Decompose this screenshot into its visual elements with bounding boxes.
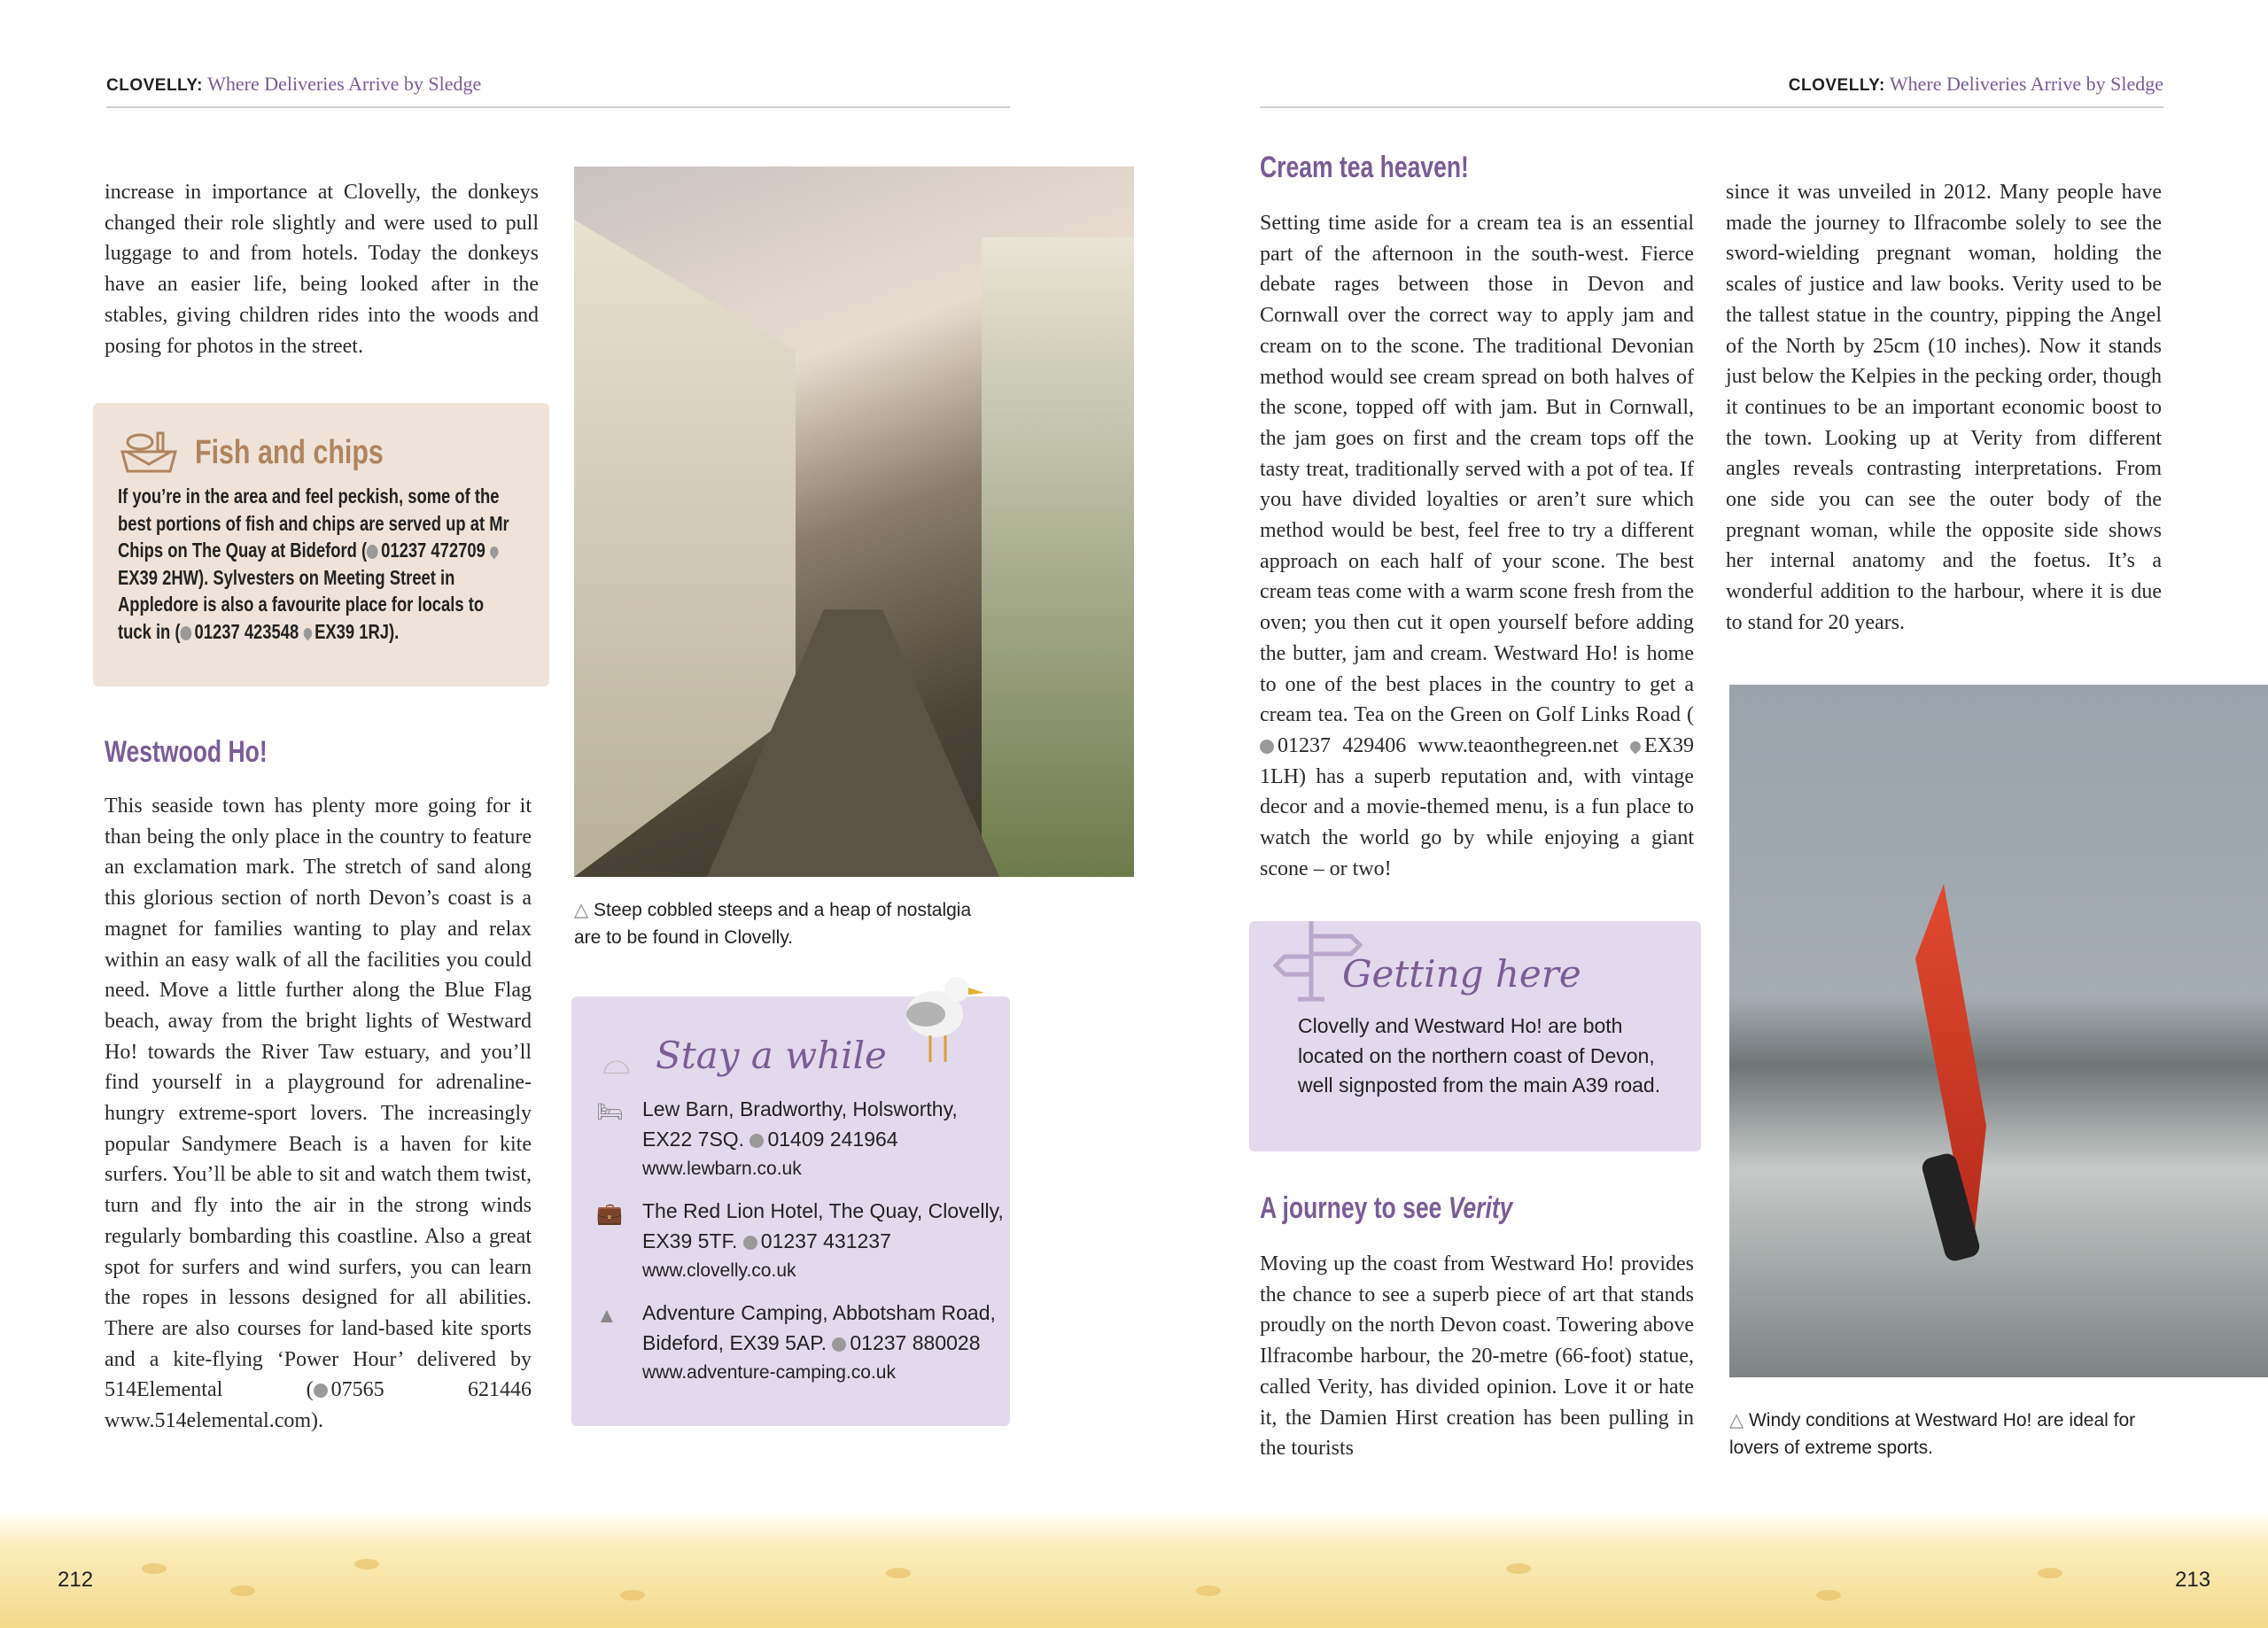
clovelly-photo-caption: △ Steep cobbled steeps and a heap of nostalgia are to be found in Clovelly. bbox=[574, 900, 972, 948]
verity-paragraph: since it was unveiled in 2012. Many people have made the journey to Ilfracombe solely to see the sword-wielding pregnant woman, holding the scales of justice and law books. Verity used to be the tallest statue in the country, pipping the Angel of the North by 25cm (10 inches). Now it stands just below the Kelpies in the pecking order, though it continues to be an important economic boost to the town. Looking up at Verity from different angles reveals contrasting interpretations. From one side you can see the outer body of the pregnant woman, while the opposite side shows her internal anatomy and the foetus. It’s a wonderful addition to the harbour, where it is due to stand for 20 years. bbox=[1726, 181, 2162, 634]
page-number-right: 213 bbox=[2175, 1568, 2211, 1592]
getting-here-title: Getting here bbox=[1342, 952, 1581, 996]
stay-entry: ▲ Adventure Camping, Abbotsham Road, Bideford, EX39 5AP. 01237 880028 www.adventure-camping.co.uk bbox=[642, 1298, 996, 1388]
phone-icon bbox=[743, 1236, 757, 1250]
triangle-icon: △ bbox=[1729, 1410, 1749, 1430]
journey-paragraph: Moving up the coast from Westward Ho! provides the chance to see a superb piece of art that stands proudly on the north Devon coast. Towering above Ilfracombe harbour, the 20-metre (66-foot) statue, called Verity, has divided opinion. Love it or hate it, the Damien Hirst creation has been pulling in the tourists bbox=[1260, 1252, 1694, 1461]
website-link[interactable]: www.adventure-camping.co.uk bbox=[642, 1362, 896, 1383]
fish-box-text: If you’re in the area and feel peckish, some of the best portions of fish and chips are served up at Mr Chips on The Quay at Bideford ( 01237 472709 EX39 2HW). Sylvesters on Meeting Street in Appledore is also a favourite place for locals to tuck in ( 01237 423548 EX39 1RJ). bbox=[118, 485, 509, 643]
phone-icon bbox=[314, 1384, 328, 1398]
bed-icon: 🛏 bbox=[596, 1100, 624, 1124]
journey-heading: A journey to see Verity bbox=[1260, 1191, 1513, 1225]
tent-icon: ▲ bbox=[596, 1304, 617, 1328]
stay-entry: 💼 The Red Lion Hotel, The Quay, Clovelly, EX39 5TF. 01237 431237 www.clovelly.co.uk bbox=[642, 1196, 1004, 1286]
intro-paragraph: increase in importance at Clovelly, the donkeys changed their role slightly and were used to pull luggage to and from hotels. Today the donkeys have an easier life, being looked after in the stables, giving children rides into the woods and posing for photos in the street. bbox=[105, 181, 539, 358]
seagull-illustration bbox=[882, 970, 988, 1067]
phone-icon bbox=[750, 1134, 764, 1148]
windsurfer-photo-caption: △ Windy conditions at Westward Ho! are ideal for lovers of extreme sports. bbox=[1729, 1410, 2136, 1458]
getting-here-box bbox=[1249, 921, 1701, 1151]
website-link[interactable]: www.clovelly.co.uk bbox=[642, 1260, 796, 1281]
windsurfer-photo bbox=[1729, 685, 2268, 1377]
cream-tea-heading: Cream tea heaven! bbox=[1260, 151, 1469, 184]
phone-icon bbox=[832, 1337, 846, 1352]
service-bell-icon: ⌓ bbox=[602, 1042, 631, 1081]
suitcase-icon: 💼 bbox=[596, 1202, 623, 1226]
fish-basket-icon bbox=[118, 430, 180, 478]
getting-here-text: Clovelly and Westward Ho! are both located on the northern coast of Devon, well signposted from the main A39 road. bbox=[1298, 1014, 1661, 1097]
location-pin-icon bbox=[488, 545, 501, 560]
fish-and-chips-box bbox=[93, 403, 549, 686]
running-header-left: CLOVELLY: Where Deliveries Arrive by Sledge bbox=[106, 73, 1010, 108]
westwood-paragraph: This seaside town has plenty more going for it than being the only place in the country to feature an exclamation mark. The stretch of sand along this glorious section of north Devon’s coast is a magnet for families wanting to play and relax within an easy walk of all the facilities you could need. Move a little further along the Blue Flag beach, away from the bright lights of Westward Ho! towards the River Taw estuary, and you’ll find yourself in a playground for adrenaline-hungry extreme-sport lovers. The increasingly popular Sandymere Beach is a haven for kite surfers. You’ll be able to sit and watch them twist, turn and fly into the air in the strong winds regularly bombarding this coastline. Also a great spot for surfers and wind surfers, you can learn the ropes in lessons designed for all abilities. There are also courses for land-based kite sports and a kite-flying ‘Power Hour’ delivered by 514Elemental ( 07565 621446 www.514elemental.com). bbox=[105, 795, 532, 1433]
stay-box-title: Stay a while bbox=[656, 1034, 887, 1077]
triangle-icon: △ bbox=[574, 900, 594, 920]
phone-icon bbox=[181, 626, 192, 640]
clovelly-street-photo bbox=[574, 167, 1134, 877]
website-link[interactable]: www.lewbarn.co.uk bbox=[642, 1159, 802, 1179]
stay-entry: 🛏 Lew Barn, Bradworthy, Holsworthy, EX22 7SQ. 01409 241964 www.lewbarn.co.uk bbox=[642, 1094, 958, 1184]
location-pin-icon bbox=[301, 625, 314, 640]
page-number-left: 212 bbox=[58, 1568, 94, 1592]
cream-tea-paragraph: Setting time aside for a cream tea is an essential part of the afternoon in the south-west. Fierce debate rages between those in Devon and Cornwall over the correct way to apply jam and cream on to the scone. The traditional Devonian method would see cream spread on both halves of the scone, topped off with jam. But in Cornwall, the jam goes on first and the cream tops off the tasty treat, traditionally served with a pot of tea. If you have divided loyalties or aren’t sure which method would be best, feel free to try a different approach on each half of your scone. The best cream teas come with a warm scone fresh from the oven; you then cut it open yourself before adding the butter, jam and cream. Westward Ho! is home to one of the best places in the country to get a cream tea. Tea on the Green on Golf Links Road (01237 429406 www.teaonthegreen.net EX39 1LH) has a superb reputation and, with vintage decor and a movie-themed menu, is a fun place to watch the world go by while enjoying a giant scone – or two! bbox=[1260, 212, 1694, 880]
phone-icon bbox=[1260, 740, 1274, 754]
stay-a-while-box bbox=[571, 996, 1010, 1426]
sand-footer bbox=[0, 1510, 2268, 1628]
location-pin-icon bbox=[1628, 739, 1643, 754]
fish-box-title: Fish and chips bbox=[195, 434, 384, 471]
phone-icon bbox=[367, 545, 378, 559]
running-header-right: CLOVELLY: Where Deliveries Arrive by Sledge bbox=[1260, 73, 2163, 108]
westwood-heading: Westwood Ho! bbox=[105, 735, 268, 769]
